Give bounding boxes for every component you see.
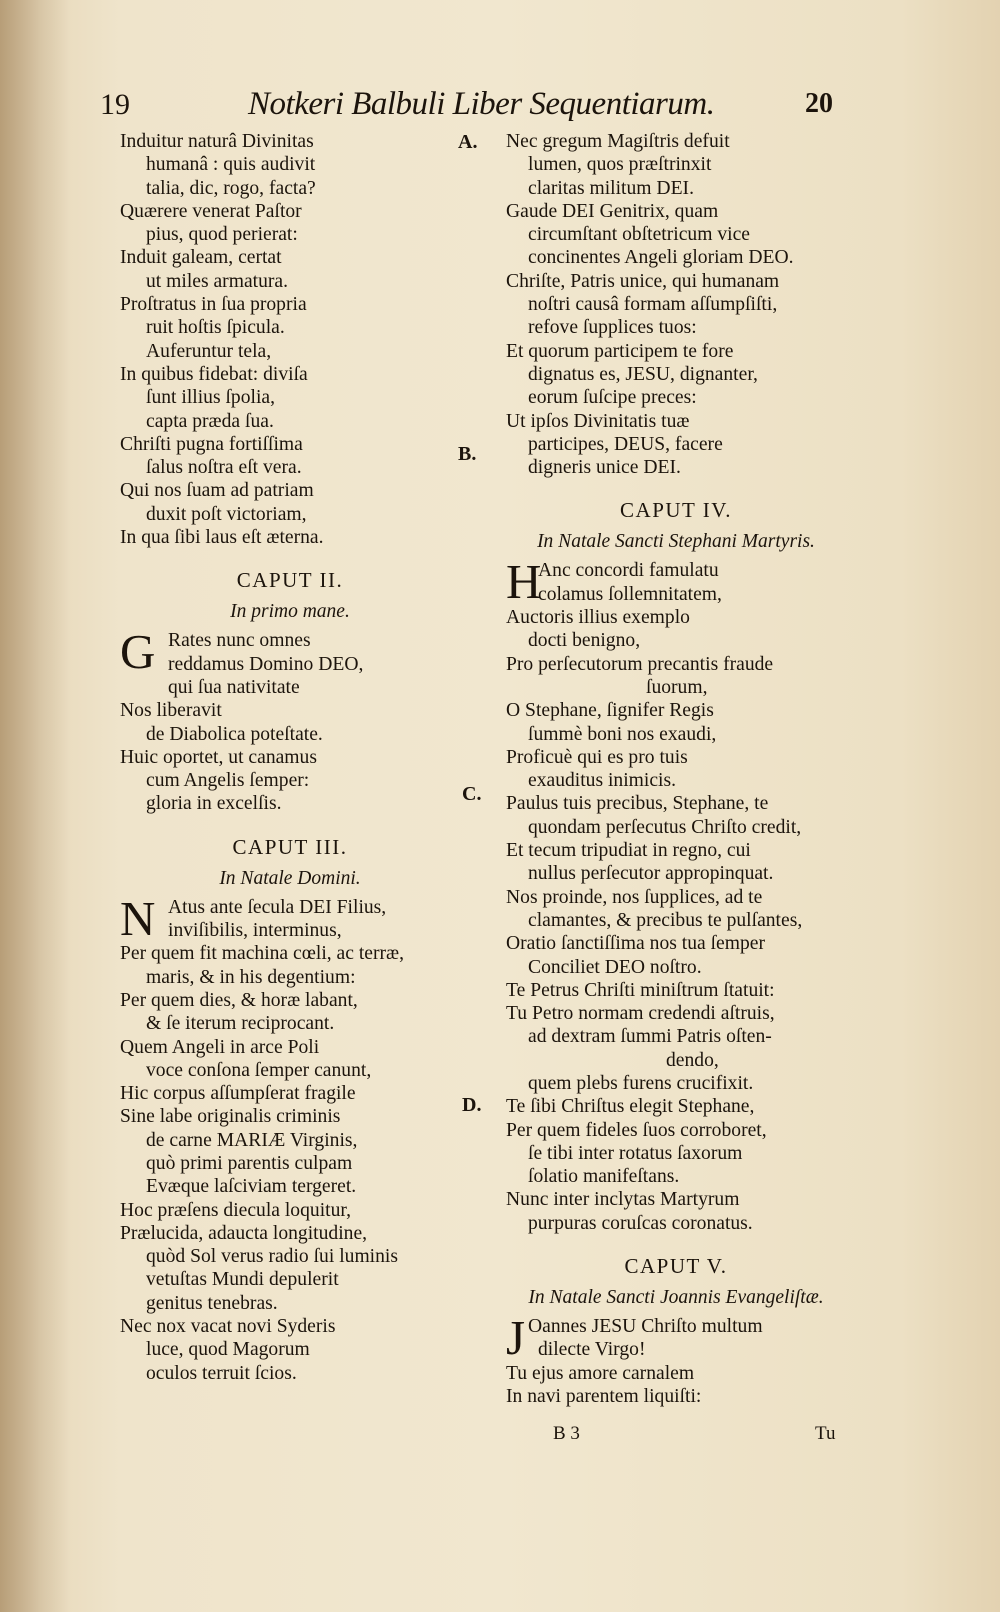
verse-line: quem plebs furens crucifixit.	[528, 1072, 754, 1094]
verse-line: Oannes JESU Chriſto multum	[528, 1316, 763, 1338]
verse-line: qui ſua nativitate	[168, 676, 300, 698]
verse-line: Rates nunc omnes	[168, 630, 311, 652]
verse-line: talia, dic, rogo, facta?	[146, 177, 316, 199]
right-intro-verse	[506, 130, 846, 479]
signature-mark: B 3	[553, 1423, 580, 1444]
verse-line: Nos proinde, nos ſupplices, ad te	[506, 886, 763, 908]
verse-line: O Stephane, ſignifer Regis	[506, 700, 714, 722]
verse-line: pius, quod perierat:	[146, 224, 298, 246]
running-header	[0, 88, 1000, 128]
verse-line: luce, quod Magorum	[146, 1339, 310, 1361]
verse-line: Proſtratus in ſua propria	[120, 294, 307, 316]
verse-line: ſalus noſtra eſt vera.	[146, 457, 302, 479]
verse-line: Nec nox vacat novi Syderis	[120, 1316, 336, 1338]
verse-line: ſunt illius ſpolia,	[146, 387, 275, 409]
verse-line: reddamus Domino DEO,	[168, 653, 364, 675]
verse-line: ruit hoſtis ſpicula.	[146, 317, 285, 339]
verse-line: Paulus tuis precibus, Stephane, te	[506, 793, 769, 815]
verse-line: claritas militum DEI.	[528, 177, 694, 199]
margin-letter-c: C.	[462, 783, 482, 805]
verse-line: capta præda ſua.	[146, 410, 274, 432]
verse-line: dignatus es, JESU, dignanter,	[528, 363, 758, 385]
verse-line: quò primi parentis culpam	[146, 1152, 353, 1174]
chapter-subtitle: In Natale Sancti Stephani Martyris.	[537, 531, 815, 553]
verse-line: cum Angelis ſemper:	[146, 770, 310, 792]
verse-line: voce conſona ſemper canunt,	[146, 1059, 372, 1081]
verse-line: Anc concordi famulatu	[538, 560, 719, 582]
chapter-heading: CAPUT IV.	[620, 498, 732, 523]
catchword: Tu	[815, 1423, 836, 1444]
drop-cap: H	[506, 554, 542, 610]
chapter-4	[506, 493, 846, 1235]
verse-line: humanâ : quis audivit	[146, 154, 316, 176]
chapter-heading: CAPUT V.	[624, 1254, 728, 1279]
verse-line: clamantes, & precibus te pulſantes,	[528, 909, 803, 931]
verse-line: Huic oportet, ut canamus	[120, 746, 317, 768]
verse-line: oculos terruit ſcios.	[146, 1362, 297, 1384]
verse-line: Oratio ſanctiſſima nos tua ſemper	[506, 933, 765, 955]
verse-line: dilecte Virgo!	[538, 1339, 646, 1361]
verse-line: genitus tenebras.	[146, 1292, 278, 1314]
verse-line: vetuſtas Mundi depulerit	[146, 1269, 339, 1291]
chapter-heading: CAPUT II.	[236, 568, 344, 593]
verse-line: duxit poſt victoriam,	[146, 503, 307, 525]
drop-cap-block	[506, 1310, 846, 1366]
verse-line: digneris unice DEI.	[528, 457, 681, 479]
verse-line: ſe tibi inter rotatus ſaxorum	[528, 1142, 743, 1164]
verse-line: Per quem fideles ſuos corroboret,	[506, 1119, 767, 1141]
verse-line: Quærere venerat Paſtor	[120, 200, 302, 222]
running-title: Notkeri Balbuli Liber Sequentiarum.	[248, 86, 715, 122]
verse-line: Conciliet DEO noſtro.	[528, 956, 702, 978]
verse-line: Gaude DEI Genitrix, quam	[506, 200, 719, 222]
verse-line: ut miles armatura.	[146, 270, 289, 292]
verse-line: In navi parentem liquiſti:	[506, 1385, 702, 1407]
right-column	[506, 130, 846, 1408]
margin-letter-b: B.	[458, 443, 477, 465]
verse-line: circumſtant obſtetricum vice	[528, 224, 750, 246]
verse-line: Evæque laſciviam tergeret.	[146, 1176, 357, 1198]
verse-line: nullus perſecutor appropinquat.	[528, 863, 774, 885]
margin-letter-d: D.	[462, 1094, 482, 1116]
drop-cap: G	[120, 624, 156, 680]
verse-line: gloria in excelſis.	[146, 793, 282, 815]
chapter-2	[120, 563, 460, 815]
verse-line: Te ſibi Chriſtus elegit Stephane,	[506, 1096, 755, 1118]
verse-line: maris, & in his degentium:	[146, 966, 356, 988]
verse-line: eorum ſuſcipe preces:	[528, 387, 697, 409]
verse-line: Per quem dies, & horæ labant,	[120, 989, 358, 1011]
verse-line: quòd Sol verus radio ſui luminis	[146, 1246, 398, 1268]
verse-line: & ſe iterum reciprocant.	[146, 1013, 335, 1035]
verse-line: In qua ſibi laus eſt æterna.	[120, 527, 324, 549]
verse-line: noſtri causâ formam aſſumpſiſti,	[528, 294, 778, 316]
chapter-subtitle: In Natale Domini.	[219, 867, 361, 889]
verse-line: Pro perſecutorum precantis fraude	[506, 653, 774, 675]
verse-line: Per quem fit machina cœli, ac terræ,	[120, 943, 405, 965]
chapter-subtitle: In primo mane.	[230, 601, 350, 623]
chapter-3	[120, 830, 460, 1385]
left-column	[120, 130, 460, 1385]
verse-line: Chriſte, Patris unice, qui humanam	[506, 270, 780, 292]
verse-line: purpuras coruſcas coronatus.	[528, 1212, 753, 1234]
verse-line: Induitur naturâ Divinitas	[120, 131, 314, 152]
verse-line: Prælucida, adaucta longitudine,	[120, 1222, 368, 1244]
verse-line: Qui nos ſuam ad patriam	[120, 480, 314, 502]
verse-line: Nec gregum Magiſtris defuit	[506, 131, 730, 152]
verse-line: Tu ejus amore carnalem	[506, 1362, 695, 1384]
verse-line: quondam perſecutus Chriſto credit,	[528, 816, 802, 838]
verse-line: Auctoris illius exemplo	[506, 607, 690, 629]
verse-line: Nos liberavit	[120, 700, 222, 722]
verse-line: ſummè boni nos exaudi,	[528, 723, 717, 745]
drop-cap-block	[120, 890, 460, 946]
verse-line: colamus ſollemnitatem,	[538, 583, 722, 605]
verse-line: Hoc præſens diecula loquitur,	[120, 1199, 352, 1221]
verse-line: inviſibilis, interminus,	[168, 920, 342, 942]
verse-line: In quibus fidebat: diviſa	[120, 363, 308, 385]
verse-line: Sine labe originalis criminis	[120, 1106, 341, 1128]
margin-letter-a: A.	[458, 131, 478, 153]
verse-line: ſuorum,	[646, 676, 708, 698]
verse-line: Et tecum tripudiat in regno, cui	[506, 840, 751, 862]
verse-line: de Diabolica poteſtate.	[146, 723, 323, 745]
verse-line: lumen, quos præſtrinxit	[528, 154, 712, 176]
chapter-5	[506, 1249, 846, 1408]
verse-line: participes, DEUS, facere	[528, 433, 723, 455]
drop-cap-block	[120, 624, 460, 680]
chapter-heading: CAPUT III.	[232, 834, 348, 859]
chapter-subtitle: In Natale Sancti Joannis Evangeliſtæ.	[528, 1287, 824, 1309]
verse-line: docti benigno,	[528, 630, 641, 652]
verse-line: ad dextram ſummi Patris oſten-	[528, 1026, 772, 1048]
verse-line: Ut ipſos Divinitatis tuæ	[506, 410, 690, 432]
verse-line: concinentes Angeli gloriam DEO.	[528, 247, 794, 269]
page-gutter-shadow	[0, 0, 70, 1612]
verse-line: Tu Petro normam credendi aſtruis,	[506, 1003, 775, 1025]
verse-line: ſolatio manifeſtans.	[528, 1166, 680, 1188]
drop-cap-block	[506, 554, 846, 610]
verse-line: refove ſupplices tuos:	[528, 317, 697, 339]
verse-line: de carne MARIÆ Virginis,	[146, 1129, 358, 1151]
verse-line: Chriſti pugna fortiſſima	[120, 433, 303, 455]
verse-line: Quem Angeli in arce Poli	[120, 1036, 320, 1058]
verse-line: dendo,	[666, 1049, 719, 1071]
verse-line: Atus ante ſecula DEI Filius,	[168, 896, 387, 918]
verse-line: Auferuntur tela,	[146, 340, 272, 362]
verse-line: Induit galeam, certat	[120, 247, 282, 269]
verse-line: Hic corpus aſſumpſerat fragile	[120, 1083, 356, 1105]
drop-cap: N	[120, 890, 156, 946]
drop-cap: J	[506, 1310, 526, 1366]
verse-line: Te Petrus Chriſti miniſtrum ſtatuit:	[506, 979, 775, 1001]
page-number-left: 19	[100, 88, 130, 121]
verse-line: Et quorum participem te fore	[506, 340, 734, 362]
verse-line: Proficuè qui es pro tuis	[506, 746, 688, 768]
verse-line: exauditus inimicis.	[528, 770, 677, 792]
left-intro-verse	[120, 130, 460, 549]
verse-line: Nunc inter inclytas Martyrum	[506, 1189, 740, 1211]
page-number-right: 20	[805, 88, 833, 119]
